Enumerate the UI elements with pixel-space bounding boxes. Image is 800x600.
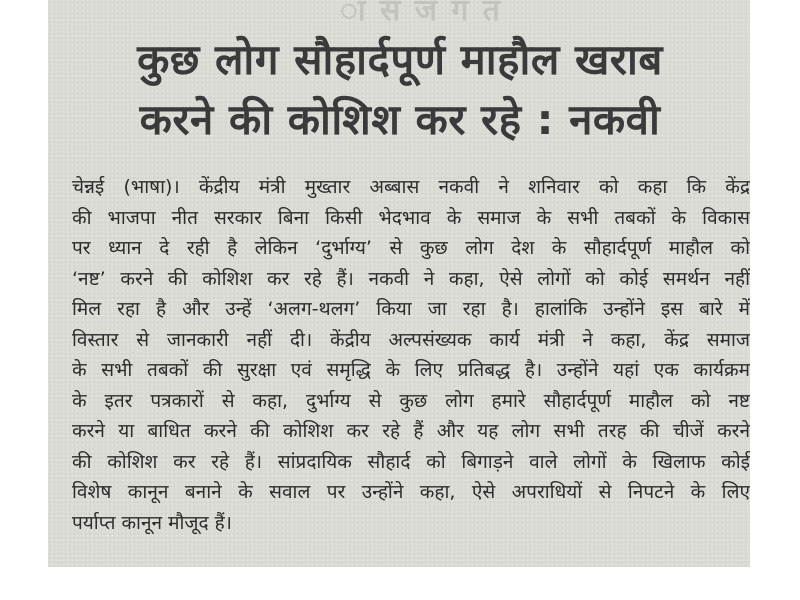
- body-line: ‘नष्ट’ करने की कोशिश कर रहे हैं। नकवी ने कहा, ऐसे लोगों को कोई समर्थन नहीं: [72, 267, 750, 290]
- body-line: चेन्नई (भाषा)। केंद्रीय मंत्री मुख्तार अब्बास नकवी ने शनिवार को कहा कि केंद्र: [72, 176, 750, 198]
- body-line: की भाजपा नीत सरकार बिना किसी भेदभाव के समाज के सभी तबकों के विकास: [72, 206, 750, 229]
- bleed-through-text: ा स ज ग त: [340, 0, 502, 22]
- body-line: विशेष कानून बनाने के सवाल पर उन्होंने कहा, ऐसे अपराधियों से निपटने के लिए: [72, 481, 750, 503]
- headline-line: करने की कोशिश कर रहे : नकवी: [139, 95, 661, 144]
- body-line: करने या बाधित करने की कोशिश कर रहे हैं और यह लोग सभी तरह की चीजें करने: [72, 420, 750, 442]
- article-headline: [52, 30, 748, 150]
- body-line: पर ध्यान दे रही है लेकिन ‘दुर्भाग्य’ से कुछ लोग देश के सौहार्दपूर्ण माहौल को: [72, 237, 750, 259]
- body-line: पर्याप्त कानून मौजूद हैं।: [72, 511, 232, 534]
- body-line: की कोशिश कर रहे हैं। सांप्रदायिक सौहार्द को बिगाड़ने वाले लोगों के खिलाफ कोई: [72, 450, 750, 473]
- headline-line: कुछ लोग सौहार्दपूर्ण माहौल खराब: [137, 35, 663, 84]
- body-line: मिल रहा है और उन्हें ‘अलग-थलग’ किया जा रहा है। हालांकि उन्होंने इस बारे में: [72, 298, 750, 320]
- article-body: [72, 172, 750, 538]
- body-line: के इतर पत्रकारों से कहा, दुर्भाग्य से कुछ लोग हमारे सौहार्दपूर्ण माहौल को नष्ट: [72, 389, 750, 412]
- clipping-cut-edge: [270, 567, 750, 600]
- body-line: के सभी तबकों की सुरक्षा एवं समृद्धि के लिए प्रतिबद्ध है। उन्होंने यहां एक कार्यक्रम: [72, 359, 750, 381]
- body-line: विस्तार से जानकारी नहीं दी। केंद्रीय अल्पसंख्यक कार्य मंत्री ने कहा, केंद्र समाज: [72, 328, 750, 351]
